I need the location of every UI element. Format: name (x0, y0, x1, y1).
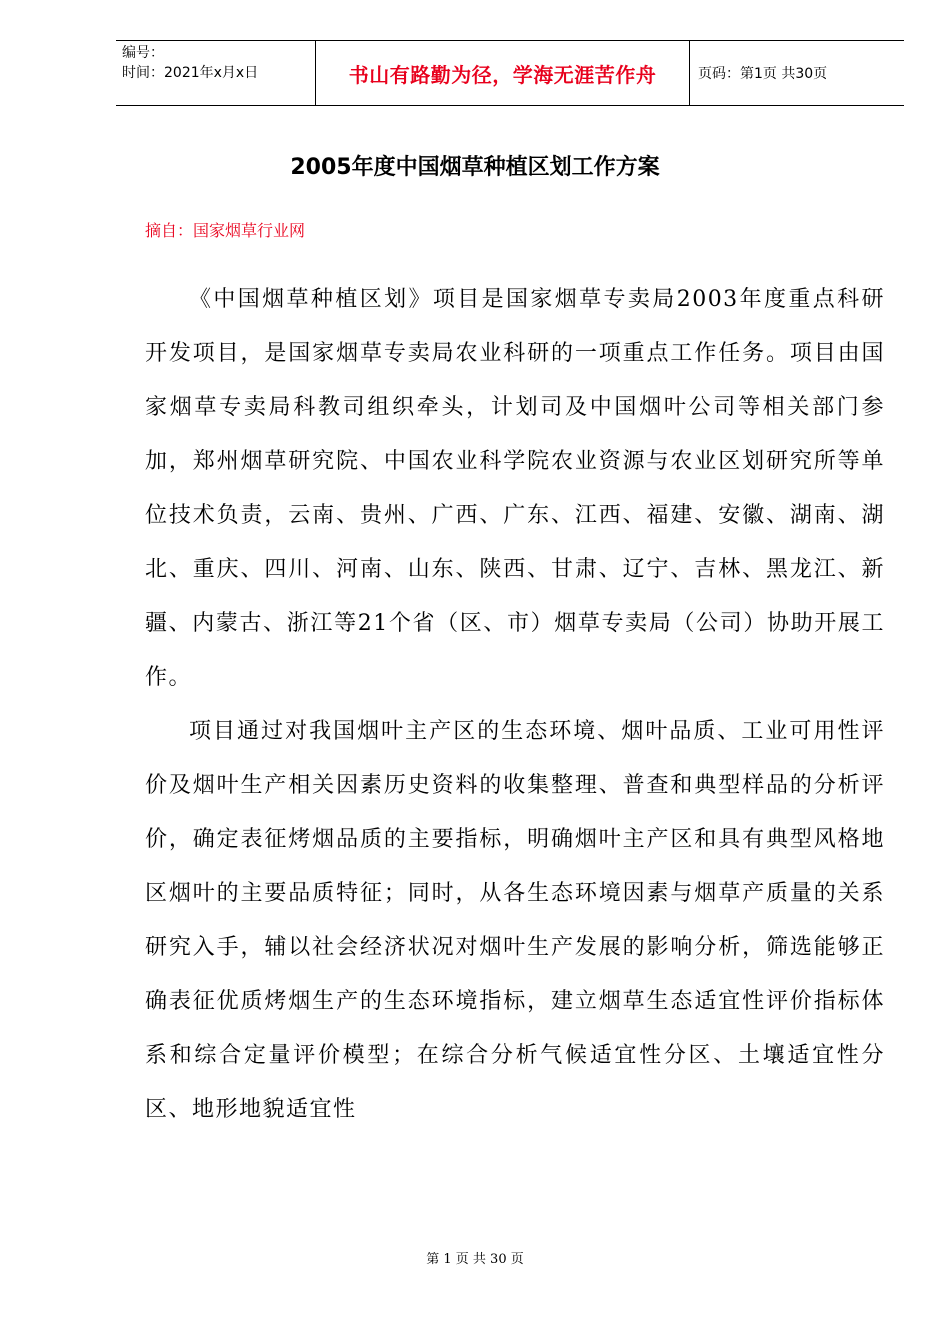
document-title: 2005年度中国烟草种植区划工作方案 (290, 155, 660, 180)
document-header (116, 40, 904, 106)
paragraph: 《中国烟草种植区划》项目是国家烟草专卖局2003年度重点科研开发项目，是国家烟草专卖局农业科研的一项重点工作任务。项目由国家烟草专卖局科教司组织牵头，计划司及中国烟叶公司等相关部门参加，郑州烟草研究院、中国农业科学院农业资源与农业区划研究所等单位技术负责，云南、贵州、广西、广东、江西、福建、安徽、湖南、湖北、重庆、四川、河南、山东、陕西、甘肃、辽宁、吉林、黑龙江、新疆、内蒙古、浙江等21个省（区、市）烟草专卖局（公司）协助开展工作。 (145, 287, 885, 690)
source-line: 摘自：国家烟草行业网 (145, 221, 306, 240)
paragraph: 项目通过对我国烟叶主产区的生态环境、烟叶品质、工业可用性评价及烟叶生产相关因素历史资料的收集整理、普查和典型样品的分析评价，确定表征烤烟品质的主要指标，明确烟叶主产区和具有典型风格地区烟叶的主要品质特征；同时，从各生态环境因素与烟草产质量的关系研究入手，辅以社会经济状况对烟叶生产发展的影响分析，筛选能够正确表征优质烤烟生产的生态环境指标，建立烟草生态适宜性评价指标体系和综合定量评价模型；在综合分析气候适宜性分区、土壤适宜性分区、地形地貌适宜性 (145, 719, 885, 1122)
page-info: 页码：第1页 共30页 (698, 66, 828, 82)
header-meta-cell (116, 41, 316, 105)
document-body (145, 273, 885, 1137)
header-page-cell (690, 41, 904, 105)
motto-text: 书山有路勤为径，学海无涯苦作舟 (348, 62, 657, 87)
header-motto-cell (316, 41, 690, 105)
number-label: 编号： (122, 45, 164, 61)
time-label: 时间：2021年x月x日 (122, 65, 259, 81)
page-footer: 第 1 页 共 30 页 (426, 1252, 524, 1267)
